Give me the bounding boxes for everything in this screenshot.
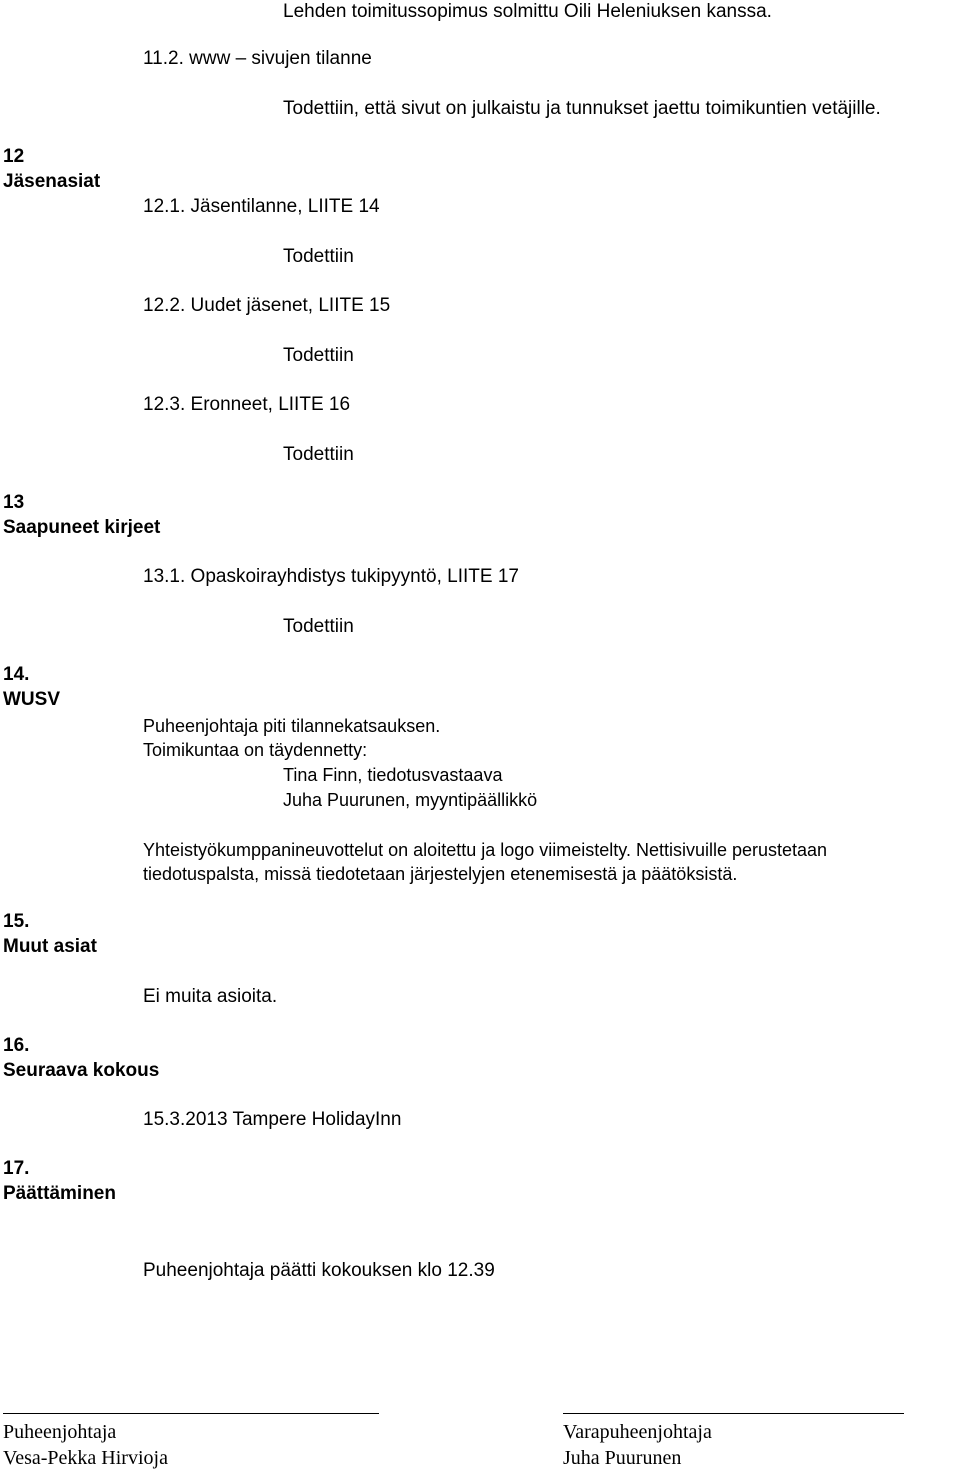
signature-line-right <box>563 1413 904 1414</box>
section-17-number: 17. <box>3 1158 30 1179</box>
section-15-title: Muut asiat <box>3 936 97 957</box>
section-12-number: 12 <box>3 146 25 167</box>
section-14-line2: Toimikuntaa on täydennetty: <box>143 740 368 760</box>
section-14-member1: Tina Finn, tiedotusvastaava <box>283 765 503 785</box>
item-11-2-title: 11.2. www – sivujen tilanne <box>143 48 372 69</box>
top-line: Lehden toimitussopimus solmittu Oili Heleniuksen kanssa. <box>283 1 772 22</box>
section-13-title: Saapuneet kirjeet <box>3 517 161 538</box>
section-13-number: 13 <box>3 492 25 513</box>
item-13-1-title: 13.1. Opaskoirayhdistys tukipyyntö, LIITE 17 <box>143 566 519 587</box>
item-12-1-title: 12.1. Jäsentilanne, LIITE 14 <box>143 196 380 217</box>
item-12-2-title: 12.2. Uudet jäsenet, LIITE 15 <box>143 295 391 316</box>
section-15-number: 15. <box>3 911 30 932</box>
section-17-title: Päättäminen <box>3 1183 116 1204</box>
section-14-para2: tiedotuspalsta, missä tiedotetaan järjestelyjen etenemisestä ja päätöksistä. <box>143 864 738 884</box>
section-12-title: Jäsenasiat <box>3 171 101 192</box>
item-12-3-text: Todettiin <box>283 444 354 465</box>
section-16-number: 16. <box>3 1035 30 1056</box>
item-12-3-title: 12.3. Eronneet, LIITE 16 <box>143 394 351 415</box>
section-14-title: WUSV <box>3 689 60 710</box>
section-14-number: 14. <box>3 664 30 685</box>
signature-right-role: Varapuheenjohtaja <box>563 1421 712 1443</box>
item-12-2-text: Todettiin <box>283 345 354 366</box>
item-13-1-text: Todettiin <box>283 616 354 637</box>
item-11-2-text: Todettiin, että sivut on julkaistu ja tunnukset jaettu toimikuntien vetäjille. <box>283 98 881 119</box>
section-14-para1: Yhteistyökumppanineuvottelut on aloitettu ja logo viimeistelty. Nettisivuille perustetaan <box>143 840 828 860</box>
section-16-text: 15.3.2013 Tampere HolidayInn <box>143 1109 402 1130</box>
item-12-1-text: Todettiin <box>283 246 354 267</box>
signature-line-left <box>3 1413 379 1414</box>
section-15-text: Ei muita asioita. <box>143 986 278 1007</box>
section-14-line1: Puheenjohtaja piti tilannekatsauksen. <box>143 716 441 736</box>
signature-right-name: Juha Puurunen <box>563 1447 682 1469</box>
section-17-text: Puheenjohtaja päätti kokouksen klo 12.39 <box>143 1260 495 1281</box>
section-14-member2: Juha Puurunen, myyntipäällikkö <box>283 790 538 810</box>
signature-left-name: Vesa-Pekka Hirvioja <box>3 1447 168 1469</box>
section-16-title: Seuraava kokous <box>3 1060 160 1081</box>
signature-left-role: Puheenjohtaja <box>3 1421 117 1443</box>
